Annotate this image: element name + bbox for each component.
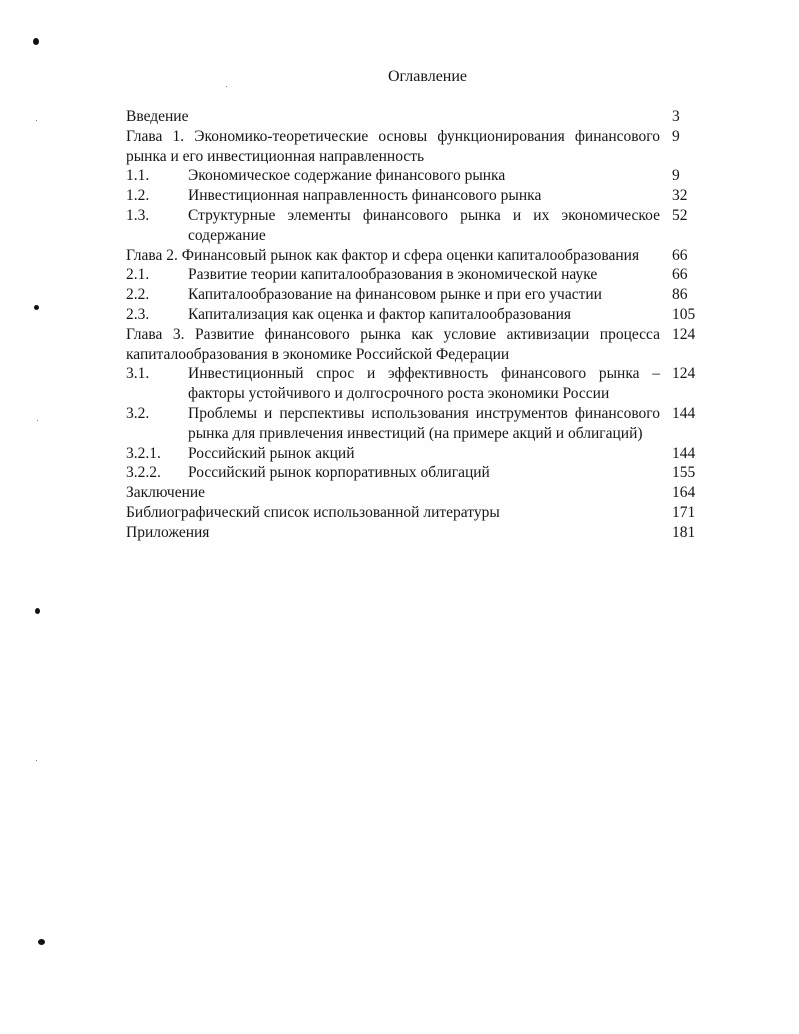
scan-mark	[35, 608, 40, 614]
toc-page-number: 9	[672, 167, 680, 185]
toc-entry-number: 2.2.	[126, 286, 150, 304]
toc-entry	[126, 285, 714, 305]
toc-entry-number: 2.3.	[126, 305, 150, 323]
toc-page-number: 124	[672, 325, 696, 343]
toc-entry	[126, 246, 714, 266]
table-of-contents	[126, 107, 714, 543]
scan-speck	[37, 420, 38, 421]
toc-entry-title: Инвестиционная направленность финансового рынка	[188, 187, 542, 205]
toc-entry	[126, 127, 714, 167]
toc-entry	[126, 305, 714, 325]
toc-entry-title: Российский рынок корпоративных облигаций	[188, 464, 490, 482]
toc-entry	[126, 503, 714, 523]
toc-entry	[126, 444, 714, 464]
toc-page-number: 66	[672, 246, 688, 264]
toc-page-number: 86	[672, 286, 688, 304]
toc-page-number: 105	[672, 305, 696, 323]
toc-entry-title: Приложения	[126, 523, 210, 541]
toc-entry	[126, 364, 714, 404]
toc-entry-number: 1.3.	[126, 206, 150, 224]
toc-entry-title: Проблемы и перспективы использования инструментов финансового рынка для привлечения инвестиций (на примере акций и облигаций)	[188, 404, 660, 442]
scan-speck	[36, 760, 37, 761]
toc-entry-title: Развитие теории капиталообразования в экономической науке	[188, 266, 598, 284]
toc-entry-title: Заключение	[126, 484, 206, 502]
toc-entry-number: 3.2.1.	[126, 444, 161, 462]
toc-chapter-title: Глава 3. Развитие финансового рынка как условие активизации процесса капиталообразования в экономике Российской Федерации	[126, 325, 660, 363]
toc-entry	[126, 483, 714, 503]
toc-page-number: 124	[672, 365, 696, 383]
toc-page-number: 32	[672, 187, 688, 205]
toc-entry	[126, 206, 714, 246]
toc-page-number: 171	[672, 503, 696, 521]
scan-speck	[36, 120, 37, 121]
toc-entry	[126, 404, 714, 444]
toc-page-number: 144	[672, 444, 696, 462]
toc-entry-title: Капитализация как оценка и фактор капиталообразования	[188, 305, 572, 323]
toc-entry	[126, 107, 714, 127]
toc-page-number: 66	[672, 266, 688, 284]
page-title: Оглавление	[387, 68, 468, 85]
toc-entry-title: Структурные элементы финансового рынка и их экономическое содержание	[188, 206, 660, 244]
toc-page-number: 144	[672, 404, 696, 422]
toc-page-number: 164	[672, 484, 696, 502]
toc-entry-title: Капиталообразование на финансовом рынке и при его участии	[188, 286, 602, 304]
toc-entry	[126, 463, 714, 483]
toc-entry-number: 3.1.	[126, 365, 150, 383]
toc-chapter-title: Глава 1. Экономико-теоретические основы функционирования финансового рынка и его инвестиционная направленность	[126, 127, 660, 165]
toc-page-number: 3	[672, 108, 680, 125]
scan-mark	[34, 305, 39, 310]
toc-entry	[126, 166, 714, 186]
toc-entry	[126, 265, 714, 285]
toc-entry-number: 1.1.	[126, 167, 150, 185]
toc-page-number: 155	[672, 464, 696, 482]
toc-page-number: 181	[672, 523, 696, 541]
toc-entry-title: Экономическое содержание финансового рынка	[188, 167, 506, 185]
toc-entry-number: 3.2.	[126, 404, 150, 422]
toc-page-number: 52	[672, 206, 688, 224]
toc-entry-title: Российский рынок акций	[188, 444, 355, 462]
toc-entry	[126, 523, 714, 543]
toc-entry	[126, 325, 714, 365]
toc-entry-number: 1.2.	[126, 187, 150, 205]
toc-entry-number: 3.2.2.	[126, 464, 161, 482]
toc-entry-title: Библиографический список использованной литературы	[126, 503, 500, 521]
scan-mark	[38, 939, 45, 945]
scan-mark	[33, 38, 39, 45]
toc-entry-number: 2.1.	[126, 266, 150, 284]
toc-chapter-title: Глава 2. Финансовый рынок как фактор и сфера оценки капиталообразования	[126, 246, 640, 264]
toc-entry	[126, 186, 714, 206]
toc-page-number: 9	[672, 127, 680, 145]
toc-entry-title: Инвестиционный спрос и эффективность финансового рынка – факторы устойчивого и долгосрочного роста экономики России	[188, 365, 660, 403]
toc-entry-title: Введение	[126, 108, 189, 125]
